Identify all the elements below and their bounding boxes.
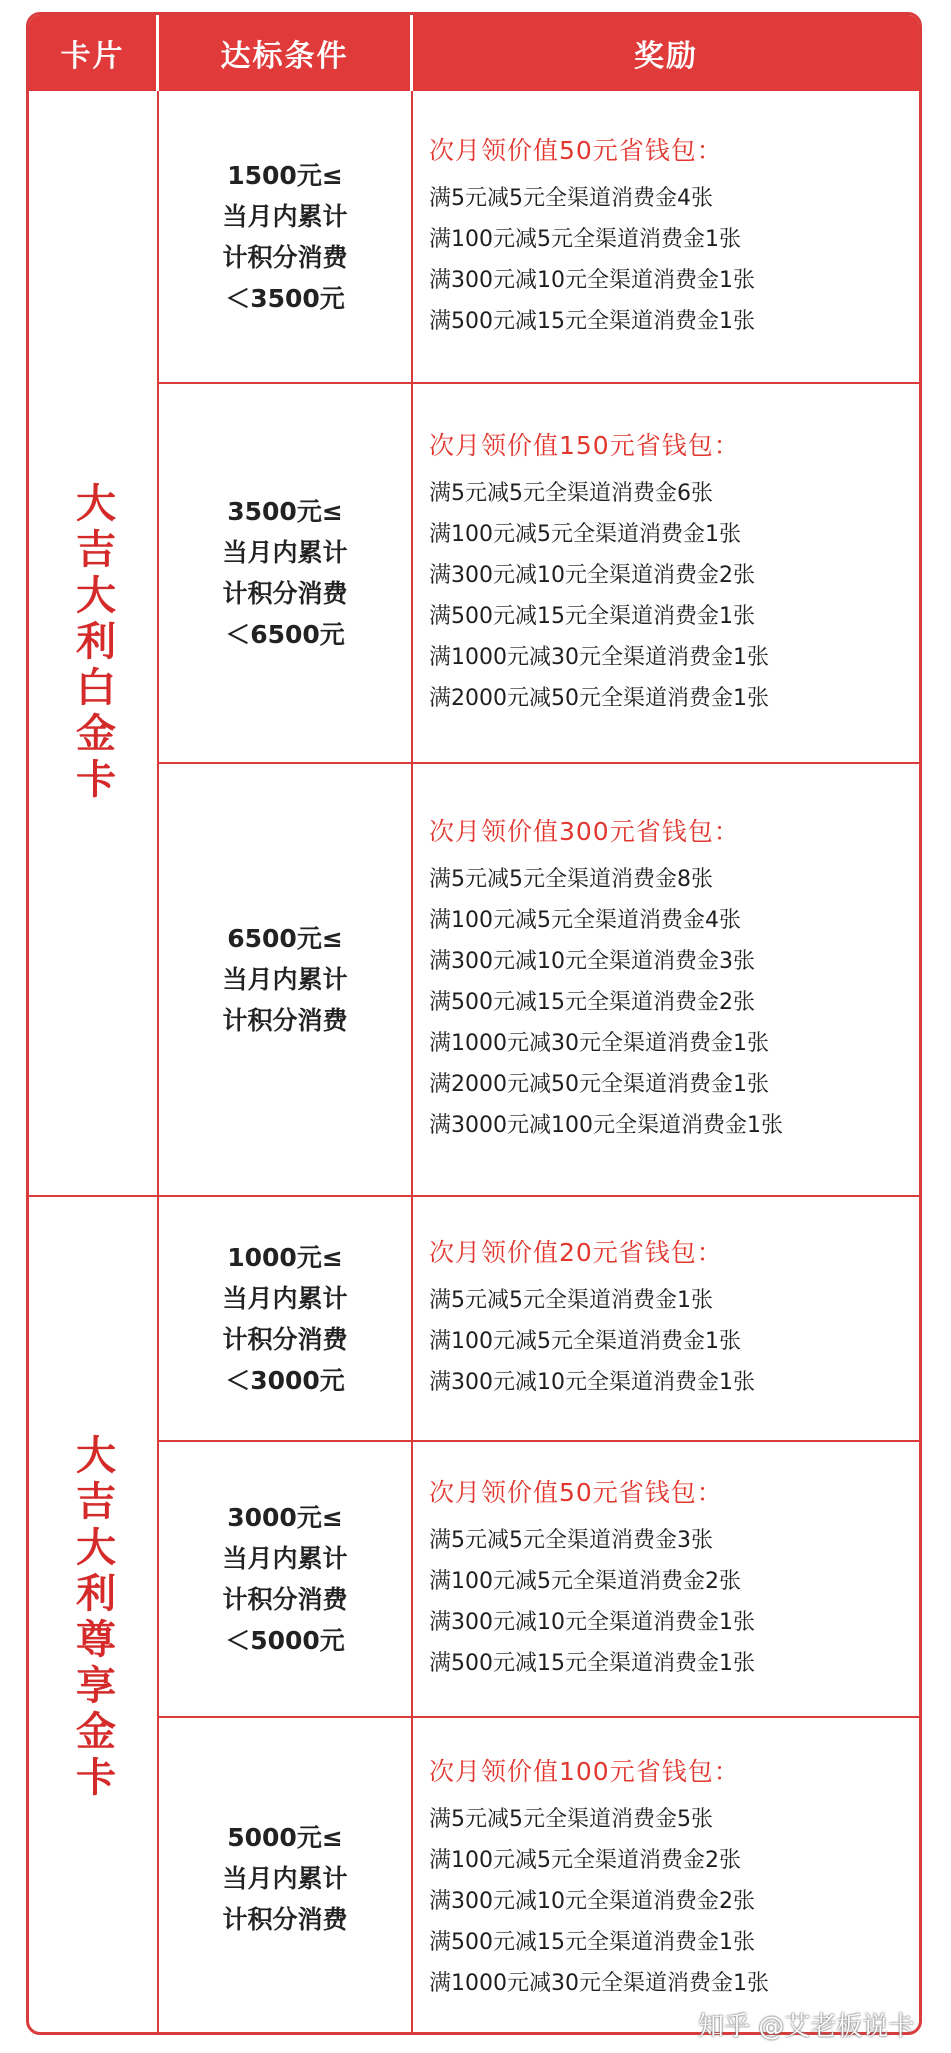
condition-line: 3000元≤ [227,1503,343,1532]
reward-item: 满5元减5元全渠道消费金6张 [429,481,713,506]
reward-item: 满100元减5元全渠道消费金2张 [429,1569,741,1594]
tier-row [159,1718,919,2035]
reward-item: 满300元减10元全渠道消费金3张 [429,949,755,974]
condition-line: 1500元≤ [227,160,343,190]
tier-row [159,384,919,764]
reward-item: 满300元减10元全渠道消费金2张 [429,563,755,588]
reward-item: 满300元减10元全渠道消费金1张 [429,267,755,293]
reward-cell [413,91,919,382]
condition-line: 5000元≤ [227,1822,343,1852]
reward-item: 满500元减15元全渠道消费金2张 [429,990,755,1015]
condition-cell [159,1442,413,1716]
condition-cell [159,1718,413,2035]
watermark: 知乎 @艾老板说卡 [698,2012,915,2042]
tier-row [159,91,919,384]
reward-item: 满300元减10元全渠道消费金1张 [429,1610,755,1635]
condition-line: ＜3000元 [225,1365,345,1395]
reward-item: 满1000元减30元全渠道消费金1张 [429,1970,769,1996]
reward-item: 满3000元减100元全渠道消费金1张 [429,1113,783,1138]
reward-item: 满5元减5元全渠道消费金1张 [429,1288,713,1313]
reward-item: 满100元减5元全渠道消费金1张 [429,226,741,252]
condition-line: 当月内累计 [222,201,348,231]
reward-item: 满5元减5元全渠道消费金4张 [429,185,713,211]
card-name: 大吉大利尊享金卡 [69,1433,116,1802]
condition-line: 计积分消费 [222,1904,348,1934]
reward-title: 次月领价值300元省钱包： [429,817,740,846]
reward-item: 满100元减5元全渠道消费金1张 [429,1329,741,1354]
condition-line: 计积分消费 [222,1006,348,1035]
reward-item: 满500元减15元全渠道消费金1张 [429,1651,755,1676]
condition-cell [159,764,413,1195]
reward-item: 满2000元减50元全渠道消费金1张 [429,686,769,711]
condition-cell [159,384,413,762]
reward-item: 满500元减15元全渠道消费金1张 [429,604,755,629]
reward-item: 满300元减10元全渠道消费金1张 [429,1370,755,1395]
condition-line: ＜3500元 [225,283,345,313]
reward-item: 满500元减15元全渠道消费金1张 [429,1929,755,1955]
reward-cell [413,1197,919,1440]
condition-line: 计积分消费 [222,579,348,608]
reward-title: 次月领价值50元省钱包： [429,135,723,165]
condition-line: ＜6500元 [225,620,345,649]
header-reward: 奖励 [634,39,698,74]
condition-line: 当月内累计 [222,1283,348,1313]
condition-line: ＜5000元 [225,1626,345,1655]
condition-line: 当月内累计 [222,965,348,994]
reward-item: 满100元减5元全渠道消费金1张 [429,522,741,547]
condition-line: 当月内累计 [222,1863,348,1893]
condition-line: 6500元≤ [227,924,343,953]
reward-cell [413,764,919,1195]
reward-item: 满100元减5元全渠道消费金4张 [429,908,741,933]
reward-title: 次月领价值20元省钱包： [429,1238,723,1267]
reward-cell [413,1442,919,1716]
reward-item: 满500元减15元全渠道消费金1张 [429,308,755,334]
reward-title: 次月领价值100元省钱包： [429,1756,740,1786]
reward-cell [413,1718,919,2035]
reward-item: 满5元减5元全渠道消费金5张 [429,1806,713,1832]
reward-cell [413,384,919,762]
card-cell-gold [29,1197,159,2035]
reward-title: 次月领价值50元省钱包： [429,1478,723,1507]
card-name: 大吉大利白金卡 [69,482,116,804]
reward-item: 满5元减5元全渠道消费金8张 [429,867,713,892]
tier-row [159,1197,919,1442]
reward-item: 满5元减5元全渠道消费金3张 [429,1528,713,1553]
reward-item: 满2000元减50元全渠道消费金1张 [429,1072,769,1097]
condition-cell [159,91,413,382]
condition-line: 1000元≤ [227,1242,343,1272]
reward-item: 满1000元减30元全渠道消费金1张 [429,645,769,670]
condition-cell [159,1197,413,1440]
condition-line: 计积分消费 [222,1324,348,1354]
reward-table [26,12,922,2035]
header-card: 卡片 [29,15,159,91]
condition-line: 计积分消费 [222,1585,348,1614]
reward-item: 满1000元减30元全渠道消费金1张 [429,1031,769,1056]
reward-title: 次月领价值150元省钱包： [429,431,740,460]
condition-line: 当月内累计 [222,1544,348,1573]
tier-row [159,764,919,1195]
table-header [29,15,919,91]
condition-line: 计积分消费 [222,242,348,272]
reward-item: 满100元减5元全渠道消费金2张 [429,1847,741,1873]
condition-line: 当月内累计 [222,538,348,567]
tier-row [159,1442,919,1718]
reward-item: 满300元减10元全渠道消费金2张 [429,1888,755,1914]
condition-line: 3500元≤ [227,497,343,526]
card-cell-platinum [29,91,159,1195]
header-condition: 达标条件 [159,15,413,91]
